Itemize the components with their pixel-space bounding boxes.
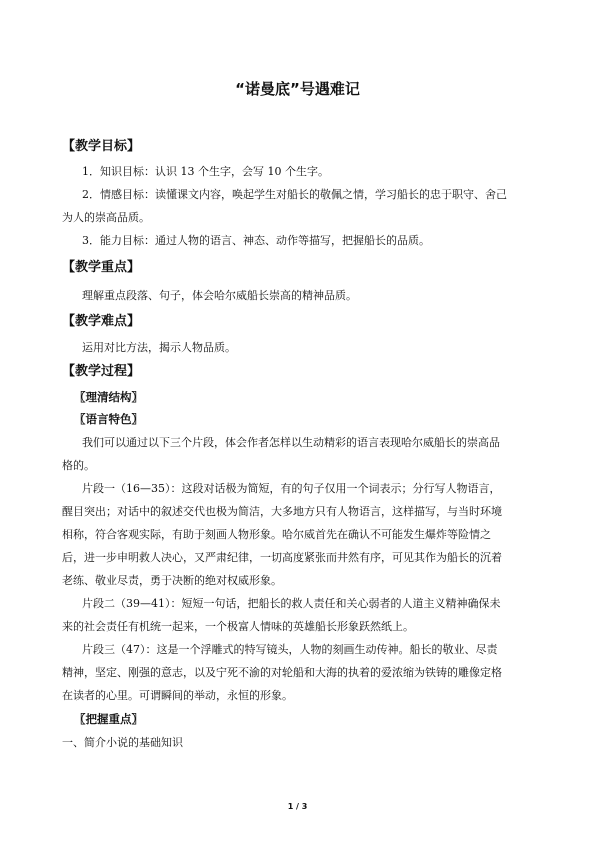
- para2-line-3: 相称，符合客观实际，有助于刻画人物形象。哈尔威首先在确认不可能发生爆炸等险情之: [62, 528, 491, 541]
- sub-language: 〖语言特色〗: [74, 412, 143, 426]
- para2-line-4: 后，进一步申明救人决心，又严肃纪律，一切高度紧张而井然有序，可见其作为船长的沉着: [62, 551, 502, 564]
- para2-line-1: 片段一（16—35）：这段对话极为简短，有的句子仅用一个词表示；分行写人物语言，: [82, 482, 501, 495]
- goal-line-2: 2．情感目标：读懂课文内容，唤起学生对船长的敬佩之情，学习船长的忠于职守、舍己: [82, 188, 507, 201]
- para1-line-1: 我们可以通过以下三个片段，体会作者怎样以生动精彩的语言表现哈尔威船长的崇高品: [82, 436, 500, 449]
- para2-line-5: 老练、敬业尽责，勇于决断的绝对权威形象。: [62, 574, 282, 587]
- heading-key: 【教学重点】: [62, 260, 141, 275]
- document-title: “诺曼底”号遇难记: [235, 80, 360, 98]
- para4-line-2: 精神，坚定、刚强的意志，以及宁死不渝的对轮船和大海的执着的爱浓缩为铁铸的雕像定格: [62, 666, 502, 679]
- para4-line-3: 在读者的心里。可谓瞬间的举动，永恒的形象。: [62, 689, 293, 702]
- para4-line-1: 片段三（47）：这是一个浮雕式的特写镜头，人物的刻画生动传神。船长的敬业、尽责: [82, 643, 498, 656]
- goal-line-3: 3．能力目标：通过人物的语言、神态、动作等描写，把握船长的品质。: [82, 234, 430, 247]
- goal-line-1: 1．知识目标：认识 13 个生字，会写 10 个生字。: [82, 165, 329, 178]
- difficulty-text: 运用对比方法，揭示人物品质。: [82, 341, 236, 354]
- heading-difficulty: 【教学难点】: [62, 314, 141, 329]
- para2-line-2: 醒目突出；对话中的叙述交代也极为简洁，大多地方只有人物语言，这样描写，与当时环境: [62, 505, 502, 518]
- page-number: 1 / 3: [287, 802, 308, 811]
- para3-line-1: 片段二（39—41）：短短一句话，把船长的救人责任和关心弱者的人道主义精神确保未: [82, 597, 501, 610]
- sub-structure: 〖理清结构〗: [74, 390, 143, 404]
- heading-goals: 【教学目标】: [62, 139, 141, 154]
- heading-process: 【教学过程】: [62, 364, 141, 379]
- last-line: 一、简介小说的基础知识: [62, 736, 183, 749]
- sub-focus: 〖把握重点〗: [74, 712, 143, 726]
- key-text: 理解重点段落、句子，体会哈尔威船长崇高的精神品质。: [82, 289, 357, 302]
- para3-line-2: 来的社会责任有机统一起来，一个极富人情味的英雄船长形象跃然纸上。: [62, 620, 414, 633]
- para1-line-2: 格的。: [62, 459, 95, 472]
- goal-line-2-cont: 为人的崇高品质。: [62, 211, 150, 224]
